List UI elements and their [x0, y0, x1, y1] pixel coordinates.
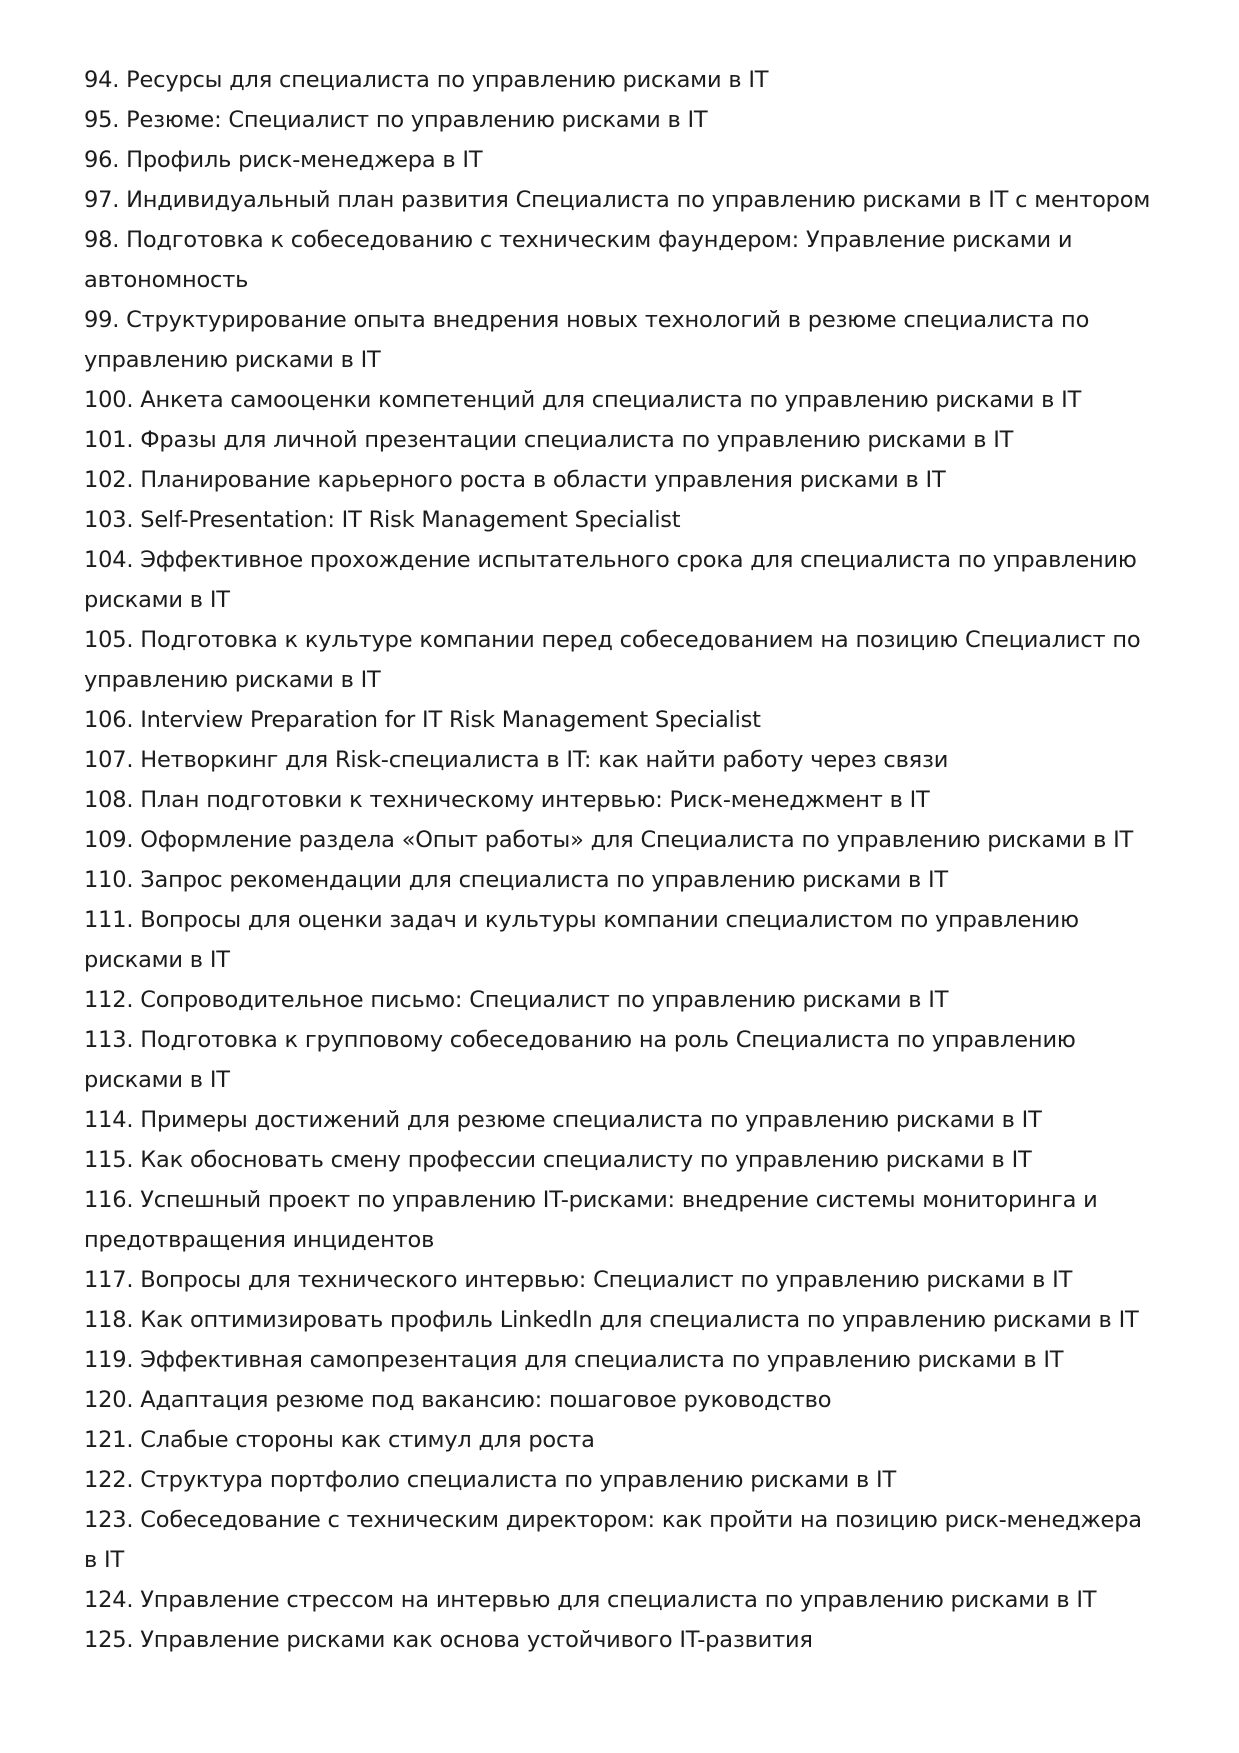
list-item: 108. План подготовки к техническому интервью: Риск-менеджмент в IT: [84, 787, 930, 813]
list-item: 116. Успешный проект по управлению IT-рисками: внедрение системы мониторинга и предотвращения инцидентов: [84, 1187, 1098, 1253]
list-item: 115. Как обосновать смену профессии специалисту по управлению рисками в IT: [84, 1147, 1032, 1173]
list-item: 125. Управление рисками как основа устойчивого IT-развития: [84, 1627, 813, 1653]
list-item: 106. Interview Preparation for IT Risk Management Specialist: [84, 707, 761, 733]
document-page: [84, 60, 1154, 1660]
list-item: 119. Эффективная самопрезентация для специалиста по управлению рисками в IT: [84, 1347, 1064, 1373]
list-item: 112. Сопроводительное письмо: Специалист по управлению рисками в IT: [84, 987, 949, 1013]
list-item: 114. Примеры достижений для резюме специалиста по управлению рисками в IT: [84, 1107, 1042, 1133]
list-item: 109. Оформление раздела «Опыт работы» для Специалиста по управлению рисками в IT: [84, 827, 1134, 853]
numbered-list: [84, 60, 1154, 1660]
list-item: 121. Слабые стороны как стимул для роста: [84, 1427, 595, 1453]
list-item: 120. Адаптация резюме под вакансию: пошаговое руководство: [84, 1387, 832, 1413]
list-item: 110. Запрос рекомендации для специалиста по управлению рисками в IT: [84, 867, 948, 893]
list-item: 97. Индивидуальный план развития Специалиста по управлению рисками в IT с ментором: [84, 187, 1151, 213]
list-item: 95. Резюме: Специалист по управлению рисками в IT: [84, 107, 708, 133]
list-item: 111. Вопросы для оценки задач и культуры компании специалистом по управлению рисками в IT: [84, 907, 1079, 973]
list-item: 118. Как оптимизировать профиль LinkedIn для специалиста по управлению рисками в IT: [84, 1307, 1139, 1333]
list-item: 99. Структурирование опыта внедрения новых технологий в резюме специалиста по управлению рисками в IT: [84, 307, 1090, 373]
list-item: 96. Профиль риск-менеджера в IT: [84, 147, 483, 173]
list-item: 104. Эффективное прохождение испытательного срока для специалиста по управлению рисками в IT: [84, 547, 1137, 613]
list-item: 113. Подготовка к групповому собеседованию на роль Специалиста по управлению рисками в IT: [84, 1027, 1076, 1093]
list-item: 103. Self-Presentation: IT Risk Management Specialist: [84, 507, 681, 533]
list-item: 101. Фразы для личной презентации специалиста по управлению рисками в IT: [84, 427, 1014, 453]
list-item: 105. Подготовка к культуре компании перед собеседованием на позицию Специалист по управлению рисками в IT: [84, 627, 1141, 693]
list-item: 94. Ресурсы для специалиста по управлению рисками в IT: [84, 67, 769, 93]
list-item: 122. Структура портфолио специалиста по управлению рисками в IT: [84, 1467, 896, 1493]
list-item: 124. Управление стрессом на интервью для специалиста по управлению рисками в IT: [84, 1587, 1097, 1613]
list-item: 117. Вопросы для технического интервью: Специалист по управлению рисками в IT: [84, 1267, 1073, 1293]
list-item: 100. Анкета самооценки компетенций для специалиста по управлению рисками в IT: [84, 387, 1082, 413]
list-item: 102. Планирование карьерного роста в области управления рисками в IT: [84, 467, 946, 493]
list-item: 123. Собеседование с техническим директором: как пройти на позицию риск-менеджера в IT: [84, 1507, 1142, 1573]
list-item: 107. Нетворкинг для Risk-специалиста в IT: как найти работу через связи: [84, 747, 949, 773]
list-item: 98. Подготовка к собеседованию с техническим фаундером: Управление рисками и автономность: [84, 227, 1073, 293]
